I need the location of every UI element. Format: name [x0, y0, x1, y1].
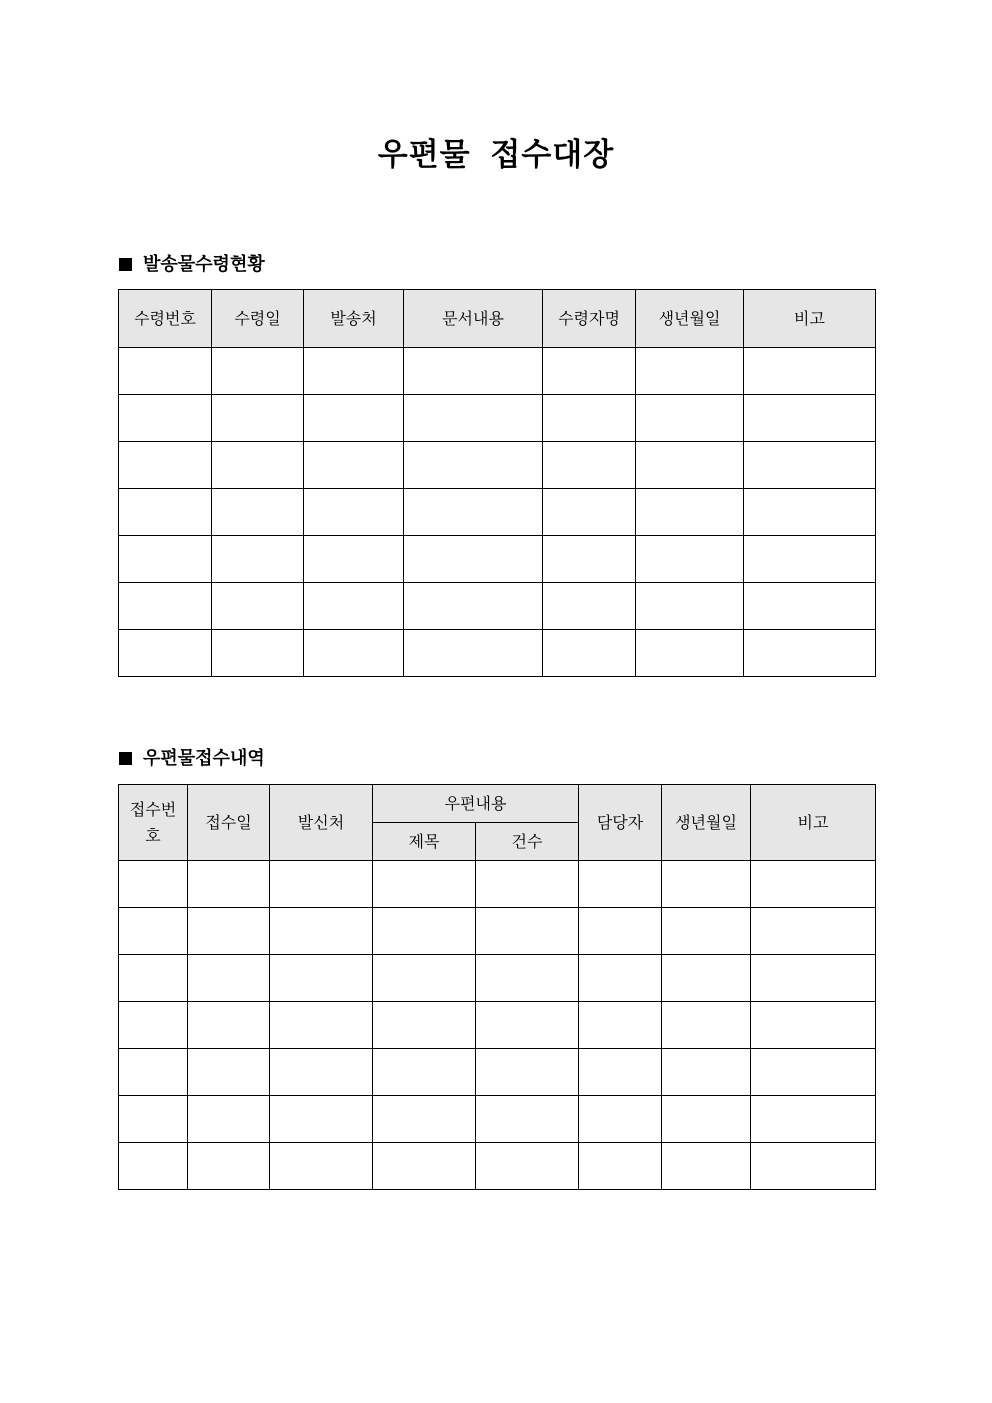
mail-receipt-cell[interactable] [373, 955, 476, 1002]
receipt-status-cell[interactable] [543, 442, 636, 489]
mail-receipt-cell[interactable] [476, 908, 579, 955]
mail-receipt-cell[interactable] [373, 861, 476, 908]
receipt-status-cell[interactable] [744, 583, 876, 630]
mail-receipt-cell[interactable] [751, 1096, 876, 1143]
receipt-status-cell[interactable] [636, 489, 744, 536]
column-header-mail-content: 우편내용 [373, 785, 579, 823]
table-row [119, 1002, 876, 1049]
mail-receipt-cell[interactable] [373, 1096, 476, 1143]
mail-receipt-cell[interactable] [270, 955, 373, 1002]
receipt-status-cell[interactable] [636, 630, 744, 677]
mail-receipt-cell[interactable] [662, 955, 751, 1002]
receipt-status-cell[interactable] [744, 489, 876, 536]
mail-receipt-cell[interactable] [751, 1049, 876, 1096]
receipt-status-cell[interactable] [543, 348, 636, 395]
receipt-status-cell[interactable] [119, 630, 212, 677]
mail-receipt-cell[interactable] [119, 1002, 188, 1049]
table-row [119, 583, 876, 630]
mail-receipt-cell[interactable] [373, 1049, 476, 1096]
mail-receipt-cell[interactable] [270, 1049, 373, 1096]
receipt-status-cell[interactable] [119, 489, 212, 536]
column-header-sender: 발송처 [304, 290, 404, 348]
mail-receipt-cell[interactable] [476, 1049, 579, 1096]
mail-receipt-cell[interactable] [270, 1002, 373, 1049]
mail-receipt-cell[interactable] [662, 1096, 751, 1143]
column-header-document-content: 문서내용 [404, 290, 543, 348]
receipt-status-cell[interactable] [119, 536, 212, 583]
mail-receipt-cell[interactable] [579, 955, 662, 1002]
column-header-person-in-charge: 담당자 [579, 785, 662, 861]
receipt-status-cell[interactable] [404, 348, 543, 395]
table-header-row [119, 785, 876, 823]
table-row [119, 348, 876, 395]
square-bullet-icon [119, 752, 132, 765]
receipt-status-cell[interactable] [212, 583, 304, 630]
mail-receipt-cell[interactable] [579, 908, 662, 955]
table-row [119, 489, 876, 536]
mail-receipt-cell[interactable] [270, 861, 373, 908]
table-row [119, 908, 876, 955]
receipt-status-cell[interactable] [212, 536, 304, 583]
receipt-status-cell[interactable] [304, 348, 404, 395]
mail-receipt-cell[interactable] [119, 1096, 188, 1143]
receipt-status-cell[interactable] [404, 583, 543, 630]
receipt-status-cell[interactable] [212, 630, 304, 677]
table-row [119, 395, 876, 442]
receipt-status-cell[interactable] [119, 583, 212, 630]
mail-receipt-cell[interactable] [579, 861, 662, 908]
mail-receipt-cell[interactable] [119, 1049, 188, 1096]
mail-receipt-cell[interactable] [270, 908, 373, 955]
square-bullet-icon [119, 258, 132, 271]
table-row [119, 1049, 876, 1096]
column-header-receipt-no: 수령번호 [119, 290, 212, 348]
receipt-status-cell[interactable] [636, 395, 744, 442]
section-heading-text: 발송물수령현황 [143, 254, 265, 275]
mail-receipt-cell[interactable] [373, 908, 476, 955]
mail-receipt-cell[interactable] [476, 955, 579, 1002]
table-row [119, 1143, 876, 1190]
section-heading-text: 우편물접수내역 [143, 748, 265, 769]
receipt-status-cell[interactable] [212, 395, 304, 442]
column-header-count: 건수 [476, 823, 579, 861]
column-header-sender: 발신처 [270, 785, 373, 861]
column-header-receipt-date: 접수일 [188, 785, 270, 861]
mail-receipt-cell[interactable] [373, 1143, 476, 1190]
column-header-receipt-no: 접수번호 [119, 785, 188, 861]
receipt-status-cell[interactable] [212, 348, 304, 395]
mail-receipt-cell[interactable] [188, 908, 270, 955]
mail-receipt-cell[interactable] [188, 1002, 270, 1049]
column-header-birth-date: 생년월일 [662, 785, 751, 861]
receipt-status-cell[interactable] [543, 583, 636, 630]
table-row [119, 442, 876, 489]
mail-receipt-cell[interactable] [119, 1143, 188, 1190]
receipt-status-cell[interactable] [636, 536, 744, 583]
receipt-status-cell[interactable] [404, 442, 543, 489]
mail-receipt-cell[interactable] [662, 1143, 751, 1190]
column-header-remarks: 비고 [751, 785, 876, 861]
mail-receipt-cell[interactable] [751, 955, 876, 1002]
mail-receipt-cell[interactable] [579, 1002, 662, 1049]
receipt-status-cell[interactable] [304, 395, 404, 442]
receipt-status-cell[interactable] [744, 348, 876, 395]
receipt-status-cell[interactable] [304, 583, 404, 630]
mail-receipt-cell[interactable] [188, 1049, 270, 1096]
section-heading-mail-receipt [119, 746, 265, 772]
mail-receipt-cell[interactable] [662, 1002, 751, 1049]
receipt-status-cell[interactable] [304, 536, 404, 583]
mail-receipt-cell[interactable] [476, 1096, 579, 1143]
table-row [119, 536, 876, 583]
mail-receipt-cell[interactable] [662, 908, 751, 955]
mail-receipt-cell[interactable] [373, 1002, 476, 1049]
mail-receipt-cell[interactable] [476, 1002, 579, 1049]
mail-receipt-cell[interactable] [662, 1049, 751, 1096]
receipt-status-cell[interactable] [404, 395, 543, 442]
mail-receipt-cell[interactable] [188, 861, 270, 908]
receipt-status-cell[interactable] [636, 348, 744, 395]
receipt-status-cell[interactable] [744, 536, 876, 583]
receipt-status-cell[interactable] [404, 489, 543, 536]
column-header-receipt-date: 수령일 [212, 290, 304, 348]
table-header-row [119, 290, 876, 348]
receipt-status-cell[interactable] [119, 395, 212, 442]
mail-receipt-cell[interactable] [270, 1096, 373, 1143]
mail-receipt-cell[interactable] [579, 1049, 662, 1096]
mail-receipt-cell[interactable] [188, 1143, 270, 1190]
receipt-status-cell[interactable] [404, 630, 543, 677]
receipt-status-cell[interactable] [636, 442, 744, 489]
mail-receipt-cell[interactable] [476, 861, 579, 908]
table-row [119, 1096, 876, 1143]
receipt-status-cell[interactable] [744, 442, 876, 489]
receipt-status-cell[interactable] [543, 630, 636, 677]
mail-receipt-cell[interactable] [188, 955, 270, 1002]
table-row [119, 955, 876, 1002]
receipt-status-cell[interactable] [304, 442, 404, 489]
receipt-status-cell[interactable] [744, 630, 876, 677]
page-title: 우편물 접수대장 [377, 137, 615, 173]
section-heading-receipt-status [119, 252, 265, 278]
mail-receipt-table [118, 784, 876, 1190]
receipt-status-cell[interactable] [404, 536, 543, 583]
receipt-status-cell[interactable] [119, 442, 212, 489]
mail-receipt-cell[interactable] [751, 1143, 876, 1190]
mail-receipt-cell[interactable] [751, 908, 876, 955]
receipt-status-cell[interactable] [212, 442, 304, 489]
column-header-birth-date: 생년월일 [636, 290, 744, 348]
receipt-status-cell[interactable] [543, 536, 636, 583]
mail-receipt-cell[interactable] [662, 861, 751, 908]
mail-receipt-cell[interactable] [188, 1096, 270, 1143]
mail-receipt-cell[interactable] [579, 1096, 662, 1143]
table-row [119, 630, 876, 677]
mail-receipt-cell[interactable] [119, 955, 188, 1002]
receipt-status-cell[interactable] [212, 489, 304, 536]
receipt-status-cell[interactable] [744, 395, 876, 442]
receipt-status-cell[interactable] [119, 348, 212, 395]
mail-receipt-cell[interactable] [579, 1143, 662, 1190]
receipt-status-cell[interactable] [304, 489, 404, 536]
mail-receipt-cell[interactable] [751, 861, 876, 908]
mail-receipt-cell[interactable] [476, 1143, 579, 1190]
mail-receipt-cell[interactable] [119, 861, 188, 908]
mail-receipt-cell[interactable] [751, 1002, 876, 1049]
receipt-status-cell[interactable] [636, 583, 744, 630]
mail-receipt-cell[interactable] [270, 1143, 373, 1190]
column-header-remarks: 비고 [744, 290, 876, 348]
receipt-status-table [118, 289, 876, 677]
receipt-status-cell[interactable] [543, 489, 636, 536]
receipt-status-cell[interactable] [543, 395, 636, 442]
table-row [119, 861, 876, 908]
receipt-status-cell[interactable] [304, 630, 404, 677]
column-header-recipient-name: 수령자명 [543, 290, 636, 348]
mail-receipt-cell[interactable] [119, 908, 188, 955]
column-header-subject: 제목 [373, 823, 476, 861]
